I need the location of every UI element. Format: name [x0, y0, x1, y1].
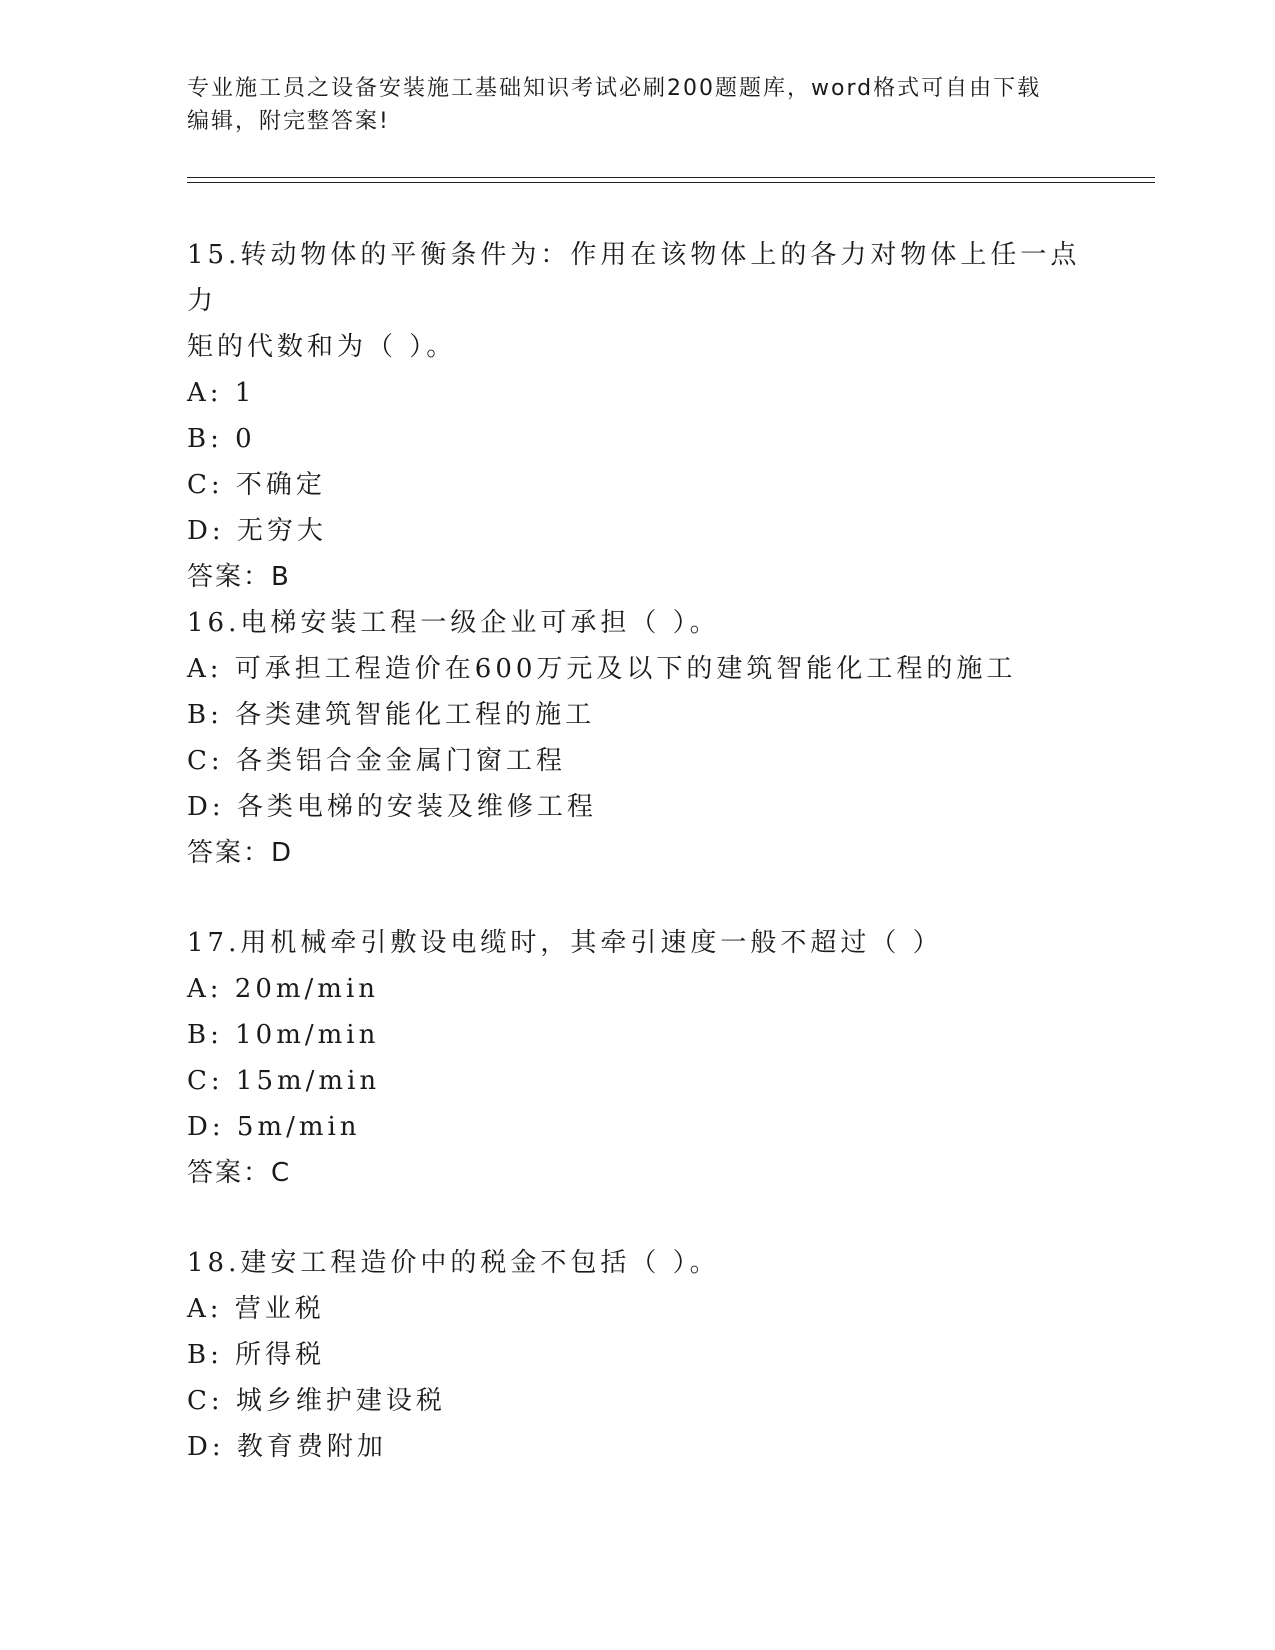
question-stem: 15.转动物体的平衡条件为：作用在该物体上的各力对物体上任一点力 [187, 240, 1081, 316]
question-18 [187, 1240, 1087, 1470]
header-line-2: 编辑，附完整答案! [187, 109, 390, 134]
document-header [187, 72, 1087, 138]
option-b: B: 所得税 [187, 1340, 326, 1370]
option-a: A: 可承担工程造价在600万元及以下的建筑智能化工程的施工 [187, 654, 1017, 684]
option-a: A: 1 [187, 378, 256, 408]
header-divider [187, 177, 1155, 183]
option-a: A: 营业税 [187, 1294, 325, 1324]
question-stem: 17.用机械牵引敷设电缆时，其牵引速度一般不超过（ ） [187, 928, 943, 958]
option-a: A: 20m/min [187, 974, 380, 1004]
option-d: D: 各类电梯的安装及维修工程 [187, 792, 597, 822]
option-b: B: 各类建筑智能化工程的施工 [187, 700, 596, 730]
answer-line: 答案：C [187, 1158, 292, 1188]
question-17 [187, 920, 1087, 1196]
option-c: C: 不确定 [187, 470, 326, 500]
option-b: B: 10m/min [187, 1020, 380, 1050]
option-d: D: 5m/min [187, 1112, 361, 1142]
header-line-1: 专业施工员之设备安装施工基础知识考试必刷200题题库，word格式可自由下载 [187, 76, 1042, 101]
answer-line: 答案：B [187, 562, 291, 592]
question-stem: 16.电梯安装工程一级企业可承担（ ）。 [187, 608, 720, 638]
answer-line: 答案：D [187, 838, 294, 868]
option-c: C: 城乡维护建设税 [187, 1386, 446, 1416]
option-d: D: 无穷大 [187, 516, 327, 546]
option-c: C: 各类铝合金金属门窗工程 [187, 746, 566, 776]
question-15 [187, 232, 1087, 600]
option-c: C: 15m/min [187, 1066, 381, 1096]
question-stem: 18.建安工程造价中的税金不包括（ ）。 [187, 1248, 720, 1278]
option-b: B: 0 [187, 424, 256, 454]
question-stem-continued: 矩的代数和为（ ）。 [187, 332, 457, 362]
question-16 [187, 600, 1087, 876]
option-d: D: 教育费附加 [187, 1432, 387, 1462]
